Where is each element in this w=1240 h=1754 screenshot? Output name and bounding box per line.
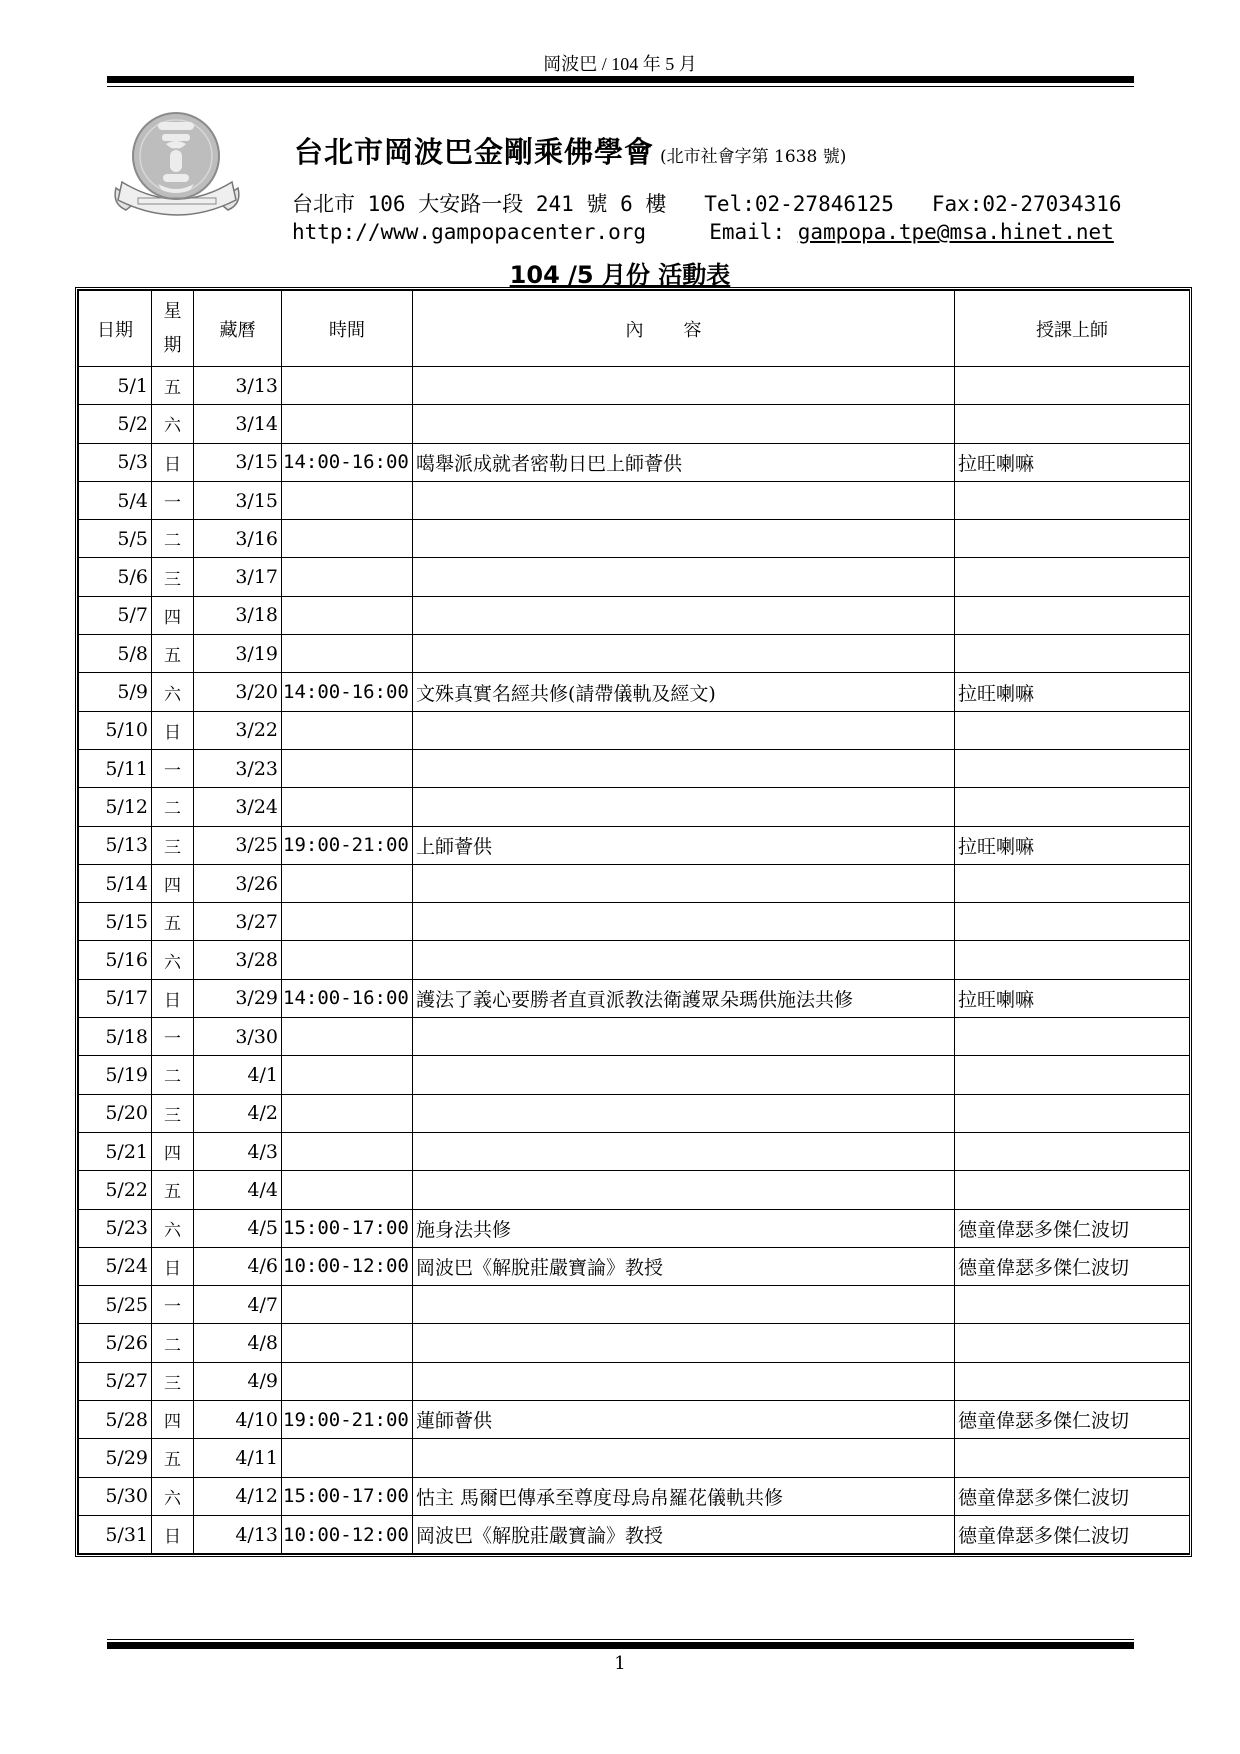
cell-lunar-date: 3/25 (194, 826, 282, 864)
cell-weekday: 日 (152, 1247, 194, 1285)
cell-date: 5/4 (79, 481, 152, 519)
table-row (79, 1439, 1190, 1477)
table-row (79, 1094, 1190, 1132)
cell-lunar-date: 3/18 (194, 596, 282, 634)
cell-weekday: 六 (152, 1209, 194, 1247)
cell-teacher (955, 558, 1190, 596)
cell-teacher (955, 1286, 1190, 1324)
cell-teacher (955, 1171, 1190, 1209)
cell-lunar-date: 3/24 (194, 788, 282, 826)
cell-lunar-date: 3/15 (194, 443, 282, 481)
cell-time (282, 596, 413, 634)
table-row (79, 1209, 1190, 1247)
cell-time: 10:00-12:00 (282, 1247, 413, 1285)
cell-teacher (955, 520, 1190, 558)
cell-content (413, 903, 955, 941)
cell-date: 5/10 (79, 711, 152, 749)
cell-weekday: 六 (152, 673, 194, 711)
cell-time (282, 864, 413, 902)
cell-weekday: 五 (152, 635, 194, 673)
cell-weekday: 五 (152, 1439, 194, 1477)
cell-weekday: 三 (152, 826, 194, 864)
cell-teacher: 拉旺喇嘛 (955, 826, 1190, 864)
cell-date: 5/12 (79, 788, 152, 826)
cell-lunar-date: 4/11 (194, 1439, 282, 1477)
cell-weekday: 二 (152, 520, 194, 558)
cell-time (282, 481, 413, 519)
cell-content (413, 635, 955, 673)
cell-content (413, 481, 955, 519)
cell-date: 5/19 (79, 1056, 152, 1094)
cell-weekday: 日 (152, 1515, 194, 1553)
cell-date: 5/14 (79, 864, 152, 902)
cell-content: 文殊真實名經共修(請帶儀軌及經文) (413, 673, 955, 711)
cell-time (282, 1056, 413, 1094)
cell-time (282, 558, 413, 596)
cell-content (413, 749, 955, 787)
cell-date: 5/20 (79, 1094, 152, 1132)
cell-content (413, 1439, 955, 1477)
cell-content (413, 596, 955, 634)
cell-time: 15:00-17:00 (282, 1209, 413, 1247)
cell-date: 5/5 (79, 520, 152, 558)
cell-teacher (955, 1094, 1190, 1132)
cell-lunar-date: 3/27 (194, 903, 282, 941)
cell-content: 蓮師薈供 (413, 1401, 955, 1439)
cell-lunar-date: 4/7 (194, 1286, 282, 1324)
cell-date: 5/31 (79, 1515, 152, 1553)
cell-date: 5/8 (79, 635, 152, 673)
header-content: 內容 (413, 291, 955, 367)
table-row (79, 1286, 1190, 1324)
cell-time (282, 405, 413, 443)
email-label: Email: (709, 220, 798, 244)
cell-content: 岡波巴《解脫莊嚴寶論》教授 (413, 1515, 955, 1553)
cell-content (413, 1171, 955, 1209)
table-row (79, 1018, 1190, 1056)
table-row (79, 558, 1190, 596)
cell-date: 5/17 (79, 979, 152, 1017)
cell-weekday: 二 (152, 788, 194, 826)
cell-weekday: 日 (152, 443, 194, 481)
cell-date: 5/28 (79, 1401, 152, 1439)
cell-time: 14:00-16:00 (282, 443, 413, 481)
cell-weekday: 五 (152, 1171, 194, 1209)
table-row (79, 749, 1190, 787)
table-row (79, 520, 1190, 558)
cell-time (282, 1018, 413, 1056)
table-row (79, 367, 1190, 405)
table-header-row (79, 291, 1190, 367)
cell-time (282, 520, 413, 558)
header-time: 時間 (282, 291, 413, 367)
cell-lunar-date: 3/30 (194, 1018, 282, 1056)
cell-lunar-date: 3/16 (194, 520, 282, 558)
schedule-table (75, 287, 1192, 1557)
cell-content (413, 520, 955, 558)
cell-time (282, 1362, 413, 1400)
organization-name: 台北市岡波巴金剛乘佛學會 (北市社會字第 1638 號) (294, 135, 847, 169)
contact-line (292, 220, 1114, 244)
table-row (79, 1362, 1190, 1400)
header-weekday: 星 期 (152, 291, 194, 367)
cell-content (413, 558, 955, 596)
table-row (79, 1515, 1190, 1553)
cell-teacher (955, 367, 1190, 405)
cell-content (413, 1286, 955, 1324)
table-row (79, 481, 1190, 519)
cell-content (413, 941, 955, 979)
header-date: 日期 (79, 291, 152, 367)
cell-weekday: 二 (152, 1056, 194, 1094)
cell-weekday: 二 (152, 1324, 194, 1362)
table-row (79, 596, 1190, 634)
cell-weekday: 六 (152, 1477, 194, 1515)
cell-date: 5/6 (79, 558, 152, 596)
email-link[interactable]: gampopa.tpe@msa.hinet.net (797, 220, 1114, 244)
cell-time (282, 1439, 413, 1477)
cell-lunar-date: 4/8 (194, 1324, 282, 1362)
cell-content (413, 1056, 955, 1094)
cell-teacher (955, 749, 1190, 787)
cell-teacher (955, 788, 1190, 826)
cell-content (413, 1018, 955, 1056)
cell-teacher (955, 405, 1190, 443)
cell-time (282, 941, 413, 979)
cell-lunar-date: 4/13 (194, 1515, 282, 1553)
cell-time (282, 903, 413, 941)
cell-content: 施身法共修 (413, 1209, 955, 1247)
cell-teacher (955, 864, 1190, 902)
cell-lunar-date: 3/23 (194, 749, 282, 787)
cell-lunar-date: 4/4 (194, 1171, 282, 1209)
table-row (79, 903, 1190, 941)
cell-teacher (955, 1056, 1190, 1094)
cell-time (282, 1286, 413, 1324)
cell-time (282, 711, 413, 749)
table-row (79, 1247, 1190, 1285)
cell-time (282, 749, 413, 787)
cell-lunar-date: 3/28 (194, 941, 282, 979)
registration-number: (北市社會字第 1638 號) (660, 147, 847, 167)
cell-content (413, 788, 955, 826)
cell-lunar-date: 4/3 (194, 1132, 282, 1170)
cell-weekday: 一 (152, 749, 194, 787)
cell-weekday: 日 (152, 979, 194, 1017)
cell-date: 5/3 (79, 443, 152, 481)
cell-lunar-date: 3/13 (194, 367, 282, 405)
table-row (79, 1401, 1190, 1439)
cell-content: 怙主 馬爾巴傳承至尊度母烏帛羅花儀軌共修 (413, 1477, 955, 1515)
cell-weekday: 五 (152, 367, 194, 405)
cell-time: 19:00-21:00 (282, 1401, 413, 1439)
cell-content (413, 1324, 955, 1362)
cell-time (282, 367, 413, 405)
cell-time: 15:00-17:00 (282, 1477, 413, 1515)
cell-date: 5/18 (79, 1018, 152, 1056)
cell-weekday: 五 (152, 903, 194, 941)
cell-date: 5/15 (79, 903, 152, 941)
cell-date: 5/2 (79, 405, 152, 443)
cell-teacher: 拉旺喇嘛 (955, 443, 1190, 481)
cell-teacher (955, 1324, 1190, 1362)
gampopa-center-emblem-icon (108, 104, 246, 220)
header-lunar: 藏曆 (194, 291, 282, 367)
cell-teacher (955, 1439, 1190, 1477)
cell-date: 5/23 (79, 1209, 152, 1247)
table-row (79, 788, 1190, 826)
table-row (79, 635, 1190, 673)
cell-weekday: 日 (152, 711, 194, 749)
cell-teacher: 拉旺喇嘛 (955, 979, 1190, 1017)
cell-date: 5/7 (79, 596, 152, 634)
cell-teacher: 德童偉瑟多傑仁波切 (955, 1209, 1190, 1247)
table-row (79, 405, 1190, 443)
cell-teacher (955, 711, 1190, 749)
address-line: 台北市 106 大安路一段 241 號 6 樓 Tel:02-27846125 Fax:02-27034316 (292, 192, 1122, 216)
cell-date: 5/1 (79, 367, 152, 405)
cell-lunar-date: 3/17 (194, 558, 282, 596)
cell-weekday: 六 (152, 941, 194, 979)
cell-teacher: 德童偉瑟多傑仁波切 (955, 1247, 1190, 1285)
cell-lunar-date: 3/20 (194, 673, 282, 711)
cell-time (282, 635, 413, 673)
cell-date: 5/25 (79, 1286, 152, 1324)
cell-time: 14:00-16:00 (282, 673, 413, 711)
cell-teacher (955, 1132, 1190, 1170)
website-link[interactable]: http://www.gampopacenter.org (292, 220, 647, 244)
table-row (79, 979, 1190, 1017)
table-row (79, 864, 1190, 902)
cell-weekday: 一 (152, 1018, 194, 1056)
cell-date: 5/13 (79, 826, 152, 864)
footer-rule (107, 1642, 1134, 1649)
cell-content: 岡波巴《解脫莊嚴寶論》教授 (413, 1247, 955, 1285)
running-header: 岡波巴 / 104 年 5 月 (543, 54, 697, 74)
cell-teacher: 德童偉瑟多傑仁波切 (955, 1401, 1190, 1439)
cell-teacher (955, 1018, 1190, 1056)
cell-weekday: 四 (152, 1132, 194, 1170)
header-rule-thin (107, 86, 1134, 87)
cell-content: 噶舉派成就者密勒日巴上師薈供 (413, 443, 955, 481)
cell-date: 5/30 (79, 1477, 152, 1515)
cell-lunar-date: 3/19 (194, 635, 282, 673)
cell-weekday: 一 (152, 1286, 194, 1324)
document-title: 104 /5 月份 活動表 (509, 261, 731, 289)
cell-content (413, 1132, 955, 1170)
cell-date: 5/16 (79, 941, 152, 979)
cell-time: 19:00-21:00 (282, 826, 413, 864)
cell-date: 5/21 (79, 1132, 152, 1170)
cell-time (282, 1132, 413, 1170)
cell-lunar-date: 4/5 (194, 1209, 282, 1247)
cell-lunar-date: 4/10 (194, 1401, 282, 1439)
cell-weekday: 四 (152, 596, 194, 634)
table-row (79, 1132, 1190, 1170)
cell-date: 5/27 (79, 1362, 152, 1400)
cell-date: 5/22 (79, 1171, 152, 1209)
table-row (79, 1477, 1190, 1515)
cell-lunar-date: 3/29 (194, 979, 282, 1017)
cell-teacher: 拉旺喇嘛 (955, 673, 1190, 711)
cell-date: 5/24 (79, 1247, 152, 1285)
cell-teacher (955, 903, 1190, 941)
cell-content (413, 864, 955, 902)
table-row (79, 941, 1190, 979)
cell-date: 5/11 (79, 749, 152, 787)
table-row (79, 1056, 1190, 1094)
schedule-body (79, 367, 1190, 1554)
cell-lunar-date: 4/6 (194, 1247, 282, 1285)
table-row (79, 711, 1190, 749)
table-row (79, 1324, 1190, 1362)
table-row (79, 1171, 1190, 1209)
cell-teacher (955, 941, 1190, 979)
cell-weekday: 四 (152, 864, 194, 902)
cell-lunar-date: 3/22 (194, 711, 282, 749)
cell-time (282, 788, 413, 826)
cell-time: 14:00-16:00 (282, 979, 413, 1017)
cell-lunar-date: 4/2 (194, 1094, 282, 1132)
cell-lunar-date: 4/1 (194, 1056, 282, 1094)
cell-teacher (955, 635, 1190, 673)
cell-lunar-date: 3/14 (194, 405, 282, 443)
cell-content (413, 367, 955, 405)
cell-time (282, 1171, 413, 1209)
table-row (79, 443, 1190, 481)
header-rule (107, 76, 1134, 83)
header-teacher: 授課上師 (955, 291, 1190, 367)
cell-time (282, 1324, 413, 1362)
cell-date: 5/26 (79, 1324, 152, 1362)
cell-lunar-date: 3/15 (194, 481, 282, 519)
cell-date: 5/9 (79, 673, 152, 711)
cell-teacher: 德童偉瑟多傑仁波切 (955, 1515, 1190, 1553)
cell-weekday: 四 (152, 1401, 194, 1439)
cell-weekday: 三 (152, 1362, 194, 1400)
cell-teacher (955, 1362, 1190, 1400)
cell-content: 上師薈供 (413, 826, 955, 864)
cell-lunar-date: 3/26 (194, 864, 282, 902)
cell-date: 5/29 (79, 1439, 152, 1477)
cell-time: 10:00-12:00 (282, 1515, 413, 1553)
cell-teacher (955, 481, 1190, 519)
cell-content: 護法了義心要勝者直貢派教法衛護眾朵瑪供施法共修 (413, 979, 955, 1017)
cell-weekday: 一 (152, 481, 194, 519)
cell-content (413, 1094, 955, 1132)
cell-teacher: 德童偉瑟多傑仁波切 (955, 1477, 1190, 1515)
cell-content (413, 711, 955, 749)
cell-content (413, 405, 955, 443)
cell-weekday: 三 (152, 558, 194, 596)
table-row (79, 826, 1190, 864)
page-number: 1 (614, 1653, 626, 1674)
cell-time (282, 1094, 413, 1132)
footer-rule-thin (107, 1639, 1134, 1640)
cell-weekday: 六 (152, 405, 194, 443)
cell-content (413, 1362, 955, 1400)
cell-weekday: 三 (152, 1094, 194, 1132)
cell-teacher (955, 596, 1190, 634)
cell-lunar-date: 4/9 (194, 1362, 282, 1400)
cell-lunar-date: 4/12 (194, 1477, 282, 1515)
table-row (79, 673, 1190, 711)
